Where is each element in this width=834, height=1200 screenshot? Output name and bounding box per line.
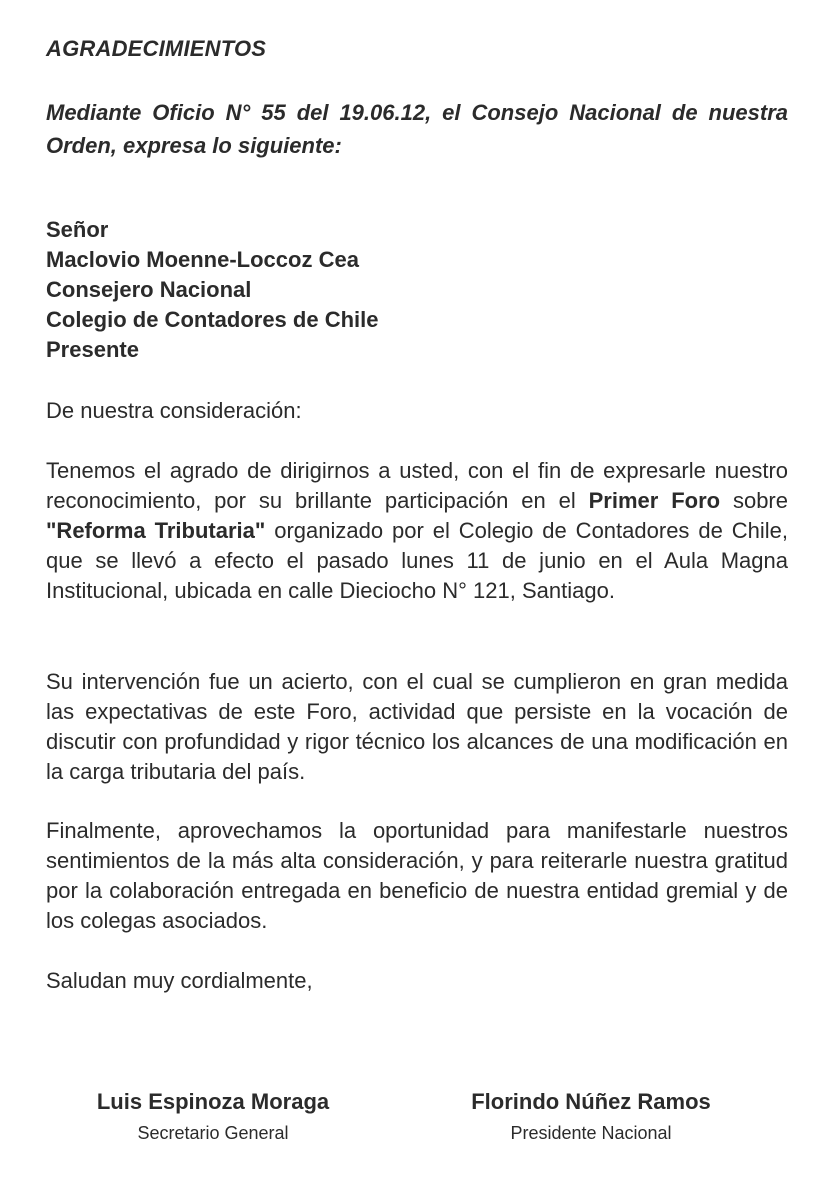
signatory-name: Florindo Núñez Ramos bbox=[471, 1089, 711, 1114]
body-paragraph-3: Finalmente, aprovechamos la oportunidad para manifestarle nuestros sentimientos de la más alta consideración, y para reiterarle nuestra gratitud por la colaboración entregada en beneficio de nuestra entidad gremial y de los colegas asociados. bbox=[46, 818, 788, 933]
paragraph-1-bold-a: Primer Foro bbox=[588, 488, 721, 513]
signatory-role: Presidente Nacional bbox=[510, 1123, 672, 1143]
paragraph-1-text-b: sobre bbox=[720, 488, 788, 513]
recipient-name: Maclovio Moenne-Loccoz Cea bbox=[46, 247, 359, 272]
signatory-president bbox=[431, 1087, 751, 1147]
recipient-position: Consejero Nacional bbox=[46, 277, 252, 302]
recipient-block bbox=[46, 215, 378, 365]
body-paragraph-1 bbox=[46, 456, 788, 606]
recipient-title: Señor bbox=[46, 217, 109, 242]
page-heading: AGRADECIMIENTOS bbox=[46, 36, 267, 61]
paragraph-1-text-c: organizado por el Colegio de Contadores de Chile, que se llevó a efecto el pasado lunes 11 de junio en el Aula Magna Institucional, ubicada en calle Dieciocho N° 121, Santiago. bbox=[46, 518, 788, 603]
signatory-secretary bbox=[53, 1087, 373, 1147]
paragraph-1-text-a: Tenemos el agrado de dirigirnos a usted, con el fin de expresarle nuestro reconocimiento, por su brillante participación en el bbox=[46, 458, 788, 513]
recipient-organization: Colegio de Contadores de Chile bbox=[46, 307, 379, 332]
closing-line: Saludan muy cordialmente, bbox=[46, 968, 313, 993]
recipient-presente: Presente bbox=[46, 337, 139, 362]
salutation: De nuestra consideración: bbox=[46, 398, 302, 423]
signatory-role: Secretario General bbox=[137, 1123, 289, 1143]
signatory-name: Luis Espinoza Moraga bbox=[96, 1089, 330, 1114]
intro-paragraph: Mediante Oficio N° 55 del 19.06.12, el Consejo Nacional de nuestra Orden, expresa lo siguiente: bbox=[46, 100, 788, 158]
paragraph-1-bold-b: "Reforma Tributaria" bbox=[46, 518, 266, 543]
body-paragraph-2: Su intervención fue un acierto, con el cual se cumplieron en gran medida las expectativas de este Foro, actividad que persiste en la vocación de discutir con profundidad y rigor técnico los alcances de una modificación en la carga tributaria del país. bbox=[46, 669, 788, 784]
